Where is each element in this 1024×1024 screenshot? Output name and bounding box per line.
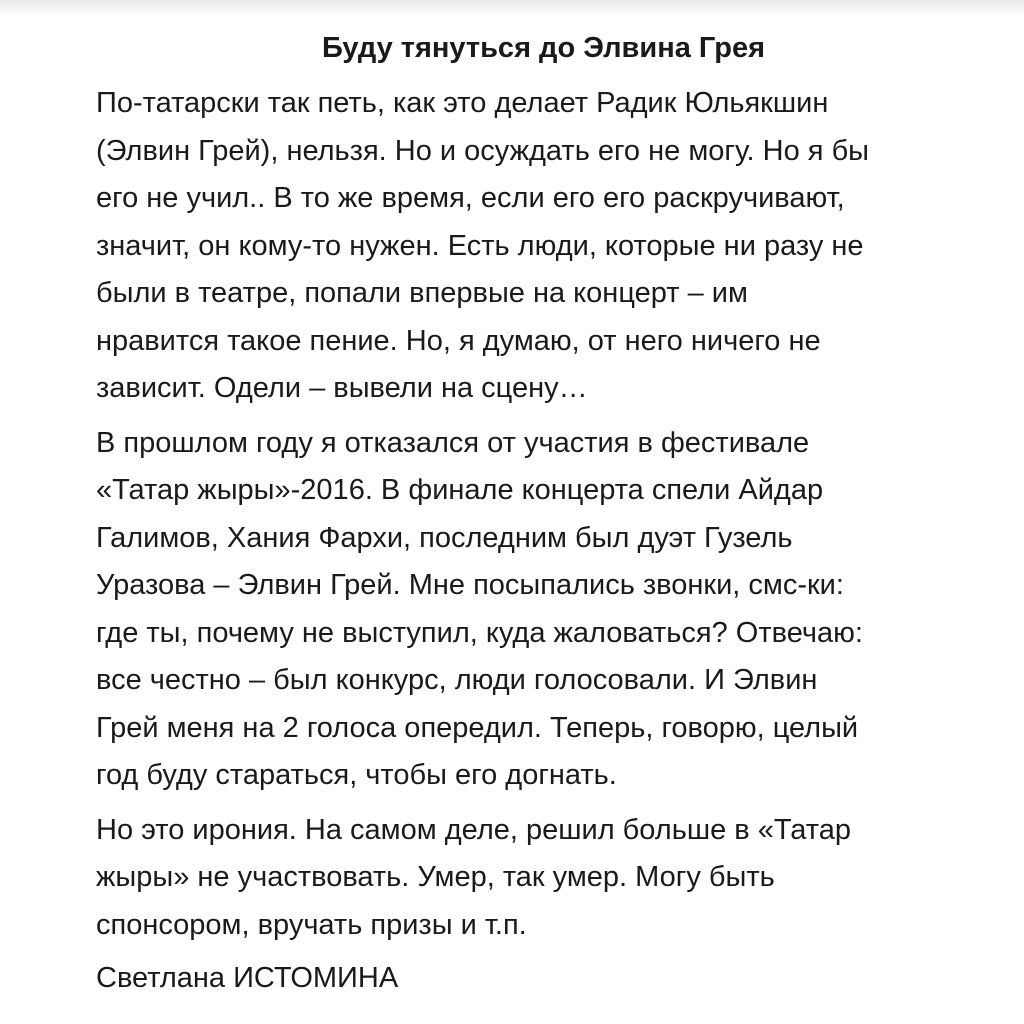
paragraph-3	[96, 807, 991, 950]
text-line: зависит. Одели – вывели на сцену…	[96, 372, 588, 404]
text-line: значит, он кому-то нужен. Есть люди, которые ни разу не	[96, 229, 864, 262]
text-line: были в театре, попали впервые на концерт – им	[96, 277, 748, 309]
text-line: Но это ирония. На самом деле, решил больше в «Татар	[96, 813, 851, 846]
text-line: Галимов, Хания Фархи, последним был дуэт Гузель	[96, 521, 793, 554]
text-line: (Элвин Грей), нельзя. Но и осуждать его не могу. Но я бы	[96, 134, 870, 167]
text-line: Уразова – Элвин Грей. Мне посыпались звонки, смс-ки:	[96, 569, 844, 601]
text-line: год буду стараться, чтобы его догнать.	[96, 759, 617, 791]
text-line: В прошлом году я отказался от участия в фестивале	[96, 426, 810, 459]
text-line: Грей меня на 2 голоса опередил. Теперь, говорю, целый	[96, 711, 859, 744]
paragraph-1	[96, 80, 991, 413]
text-line: «Татар жыры»-2016. В финале концерта спели Айдар	[96, 474, 824, 506]
article	[96, 26, 991, 1000]
text-line: нравится такое пение. Но, я думаю, от него ничего не	[96, 324, 821, 357]
text-line: спонсором, вручать призы и т.п.	[96, 908, 527, 941]
top-band	[0, 0, 1024, 16]
text-line: жыры» не участвовать. Умер, так умер. Могу быть	[96, 861, 775, 893]
text-line: все честно – был конкурс, люди голосовали. И Элвин	[96, 664, 818, 696]
paragraph-2	[96, 420, 991, 800]
text-line: где ты, почему не выступил, куда жаловаться? Отвечаю:	[96, 616, 863, 649]
article-title: Буду тянуться до Элвина Грея	[321, 32, 766, 64]
author-signature: Светлана ИСТОМИНА	[96, 962, 399, 994]
text-line: По-татарски так петь, как это делает Радик Юльякшин	[96, 87, 829, 119]
text-line: его не учил.. В то же время, если его его раскручивают,	[96, 182, 845, 214]
